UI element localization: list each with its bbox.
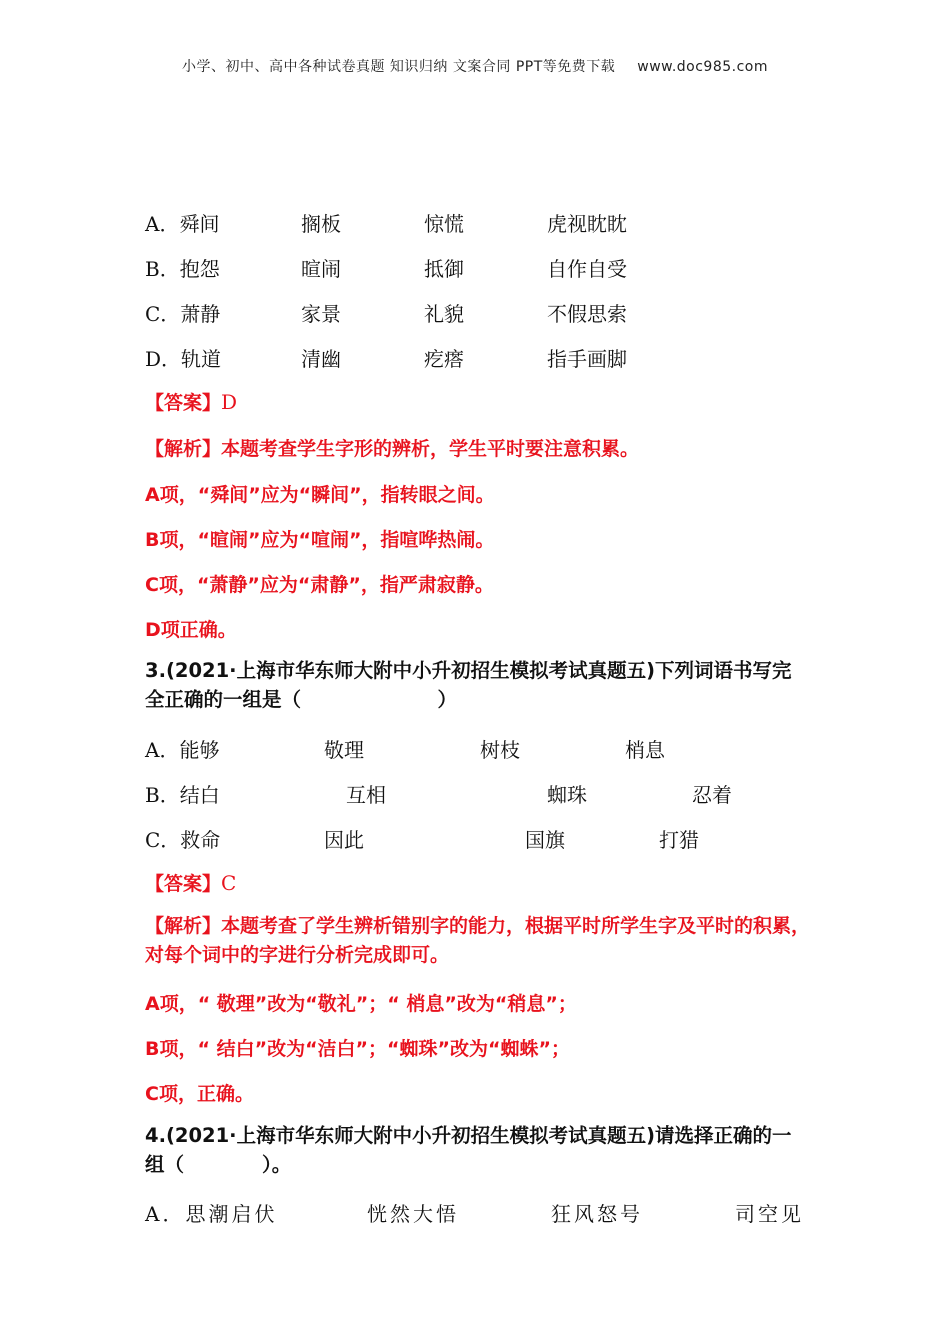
option-label: D．轨道 bbox=[145, 347, 222, 371]
answer-label: 【答案】 bbox=[145, 392, 222, 414]
option-word: 虎视眈眈 bbox=[547, 212, 627, 236]
q2-point-c: C项，“萧静”应为“肃静”，指严肃寂静。 bbox=[145, 574, 494, 596]
q3-question: 3.(2021·上海市华东师大附中小升初招生模拟考试真题五)下列词语书写完全正确的一组是（ ） bbox=[145, 659, 792, 711]
option-word: 恍然大悟 bbox=[367, 1202, 459, 1226]
option-label: C．萧静 bbox=[145, 302, 221, 326]
q2-point-d: D项正确。 bbox=[145, 619, 237, 641]
option-word: 惊慌 bbox=[424, 212, 464, 236]
option-word: 不假思索 bbox=[547, 302, 627, 326]
option-label: A．舜间 bbox=[145, 212, 220, 236]
q3-answer bbox=[145, 869, 236, 896]
option-word: 司空见 bbox=[735, 1202, 804, 1226]
option-label: B．结白 bbox=[145, 783, 220, 807]
header-url[interactable]: www.doc985.com bbox=[637, 59, 769, 75]
answer-value: C bbox=[221, 871, 237, 895]
answer-value: D bbox=[221, 390, 238, 414]
option-label: C．救命 bbox=[145, 828, 221, 852]
q3-analysis: 【解析】本题考查了学生辨析错别字的能力，根据平时所学生字及平时的积累，对每个词中的字进行分析完成即可。 bbox=[145, 915, 811, 966]
option-word: 打猎 bbox=[659, 828, 699, 852]
q3-point-c: C项，正确。 bbox=[145, 1083, 254, 1105]
q2-point-a: A项，“舜间”应为“瞬间”，指转眼之间。 bbox=[145, 484, 495, 506]
option-word: 疙瘩 bbox=[424, 347, 464, 371]
q3-point-a: A项，“ 敬理”改为“敬礼”；“ 梢息”改为“稍息”； bbox=[145, 993, 577, 1015]
option-label: A．思潮启伏 bbox=[145, 1202, 278, 1226]
option-word: 互相 bbox=[346, 783, 386, 807]
option-word: 家景 bbox=[301, 302, 341, 326]
q2-answer bbox=[145, 388, 237, 415]
option-word: 蜘珠 bbox=[547, 783, 587, 807]
option-word: 清幽 bbox=[301, 347, 341, 371]
q4-question: 4.(2021·上海市华东师大附中小升初招生模拟考试真题五)请选择正确的一组（ ）。 bbox=[145, 1124, 792, 1176]
answer-label: 【答案】 bbox=[145, 873, 222, 895]
q4-option-a bbox=[145, 1198, 845, 1226]
option-word: 搁板 bbox=[301, 212, 341, 236]
option-word: 梢息 bbox=[625, 738, 665, 762]
option-word: 树枝 bbox=[480, 738, 520, 762]
option-word: 礼貌 bbox=[424, 302, 464, 326]
header-text: 小学、初中、高中各种试卷真题 知识归纳 文案合同 PPT等免费下载 bbox=[181, 59, 616, 75]
q2-option-a bbox=[145, 208, 845, 236]
q3-point-b: B项，“ 结白”改为“洁白”；“蜘珠”改为“蜘蛛”； bbox=[145, 1038, 570, 1060]
q2-analysis: 【解析】本题考查学生字形的辨析，学生平时要注意积累。 bbox=[145, 438, 640, 460]
q3-option-a bbox=[145, 734, 845, 762]
q2-option-c bbox=[145, 298, 845, 326]
q3-option-c bbox=[145, 824, 845, 852]
q2-option-b bbox=[145, 253, 845, 281]
option-word: 自作自受 bbox=[547, 257, 627, 281]
q2-option-d bbox=[145, 343, 845, 371]
q2-point-b: B项，“暄闹”应为“喧闹”，指喧哗热闹。 bbox=[145, 529, 495, 551]
option-word: 抵御 bbox=[424, 257, 464, 281]
q3-option-b bbox=[145, 779, 845, 807]
option-word: 敬理 bbox=[324, 738, 364, 762]
option-word: 指手画脚 bbox=[547, 347, 627, 371]
option-word: 狂风怒号 bbox=[551, 1202, 643, 1226]
option-word: 因此 bbox=[324, 828, 364, 852]
option-word: 忍着 bbox=[692, 783, 732, 807]
option-word: 国旗 bbox=[525, 828, 565, 852]
option-label: B．抱怨 bbox=[145, 257, 220, 281]
page-header bbox=[0, 56, 950, 76]
option-label: A．能够 bbox=[145, 738, 220, 762]
option-word: 暄闹 bbox=[301, 257, 341, 281]
